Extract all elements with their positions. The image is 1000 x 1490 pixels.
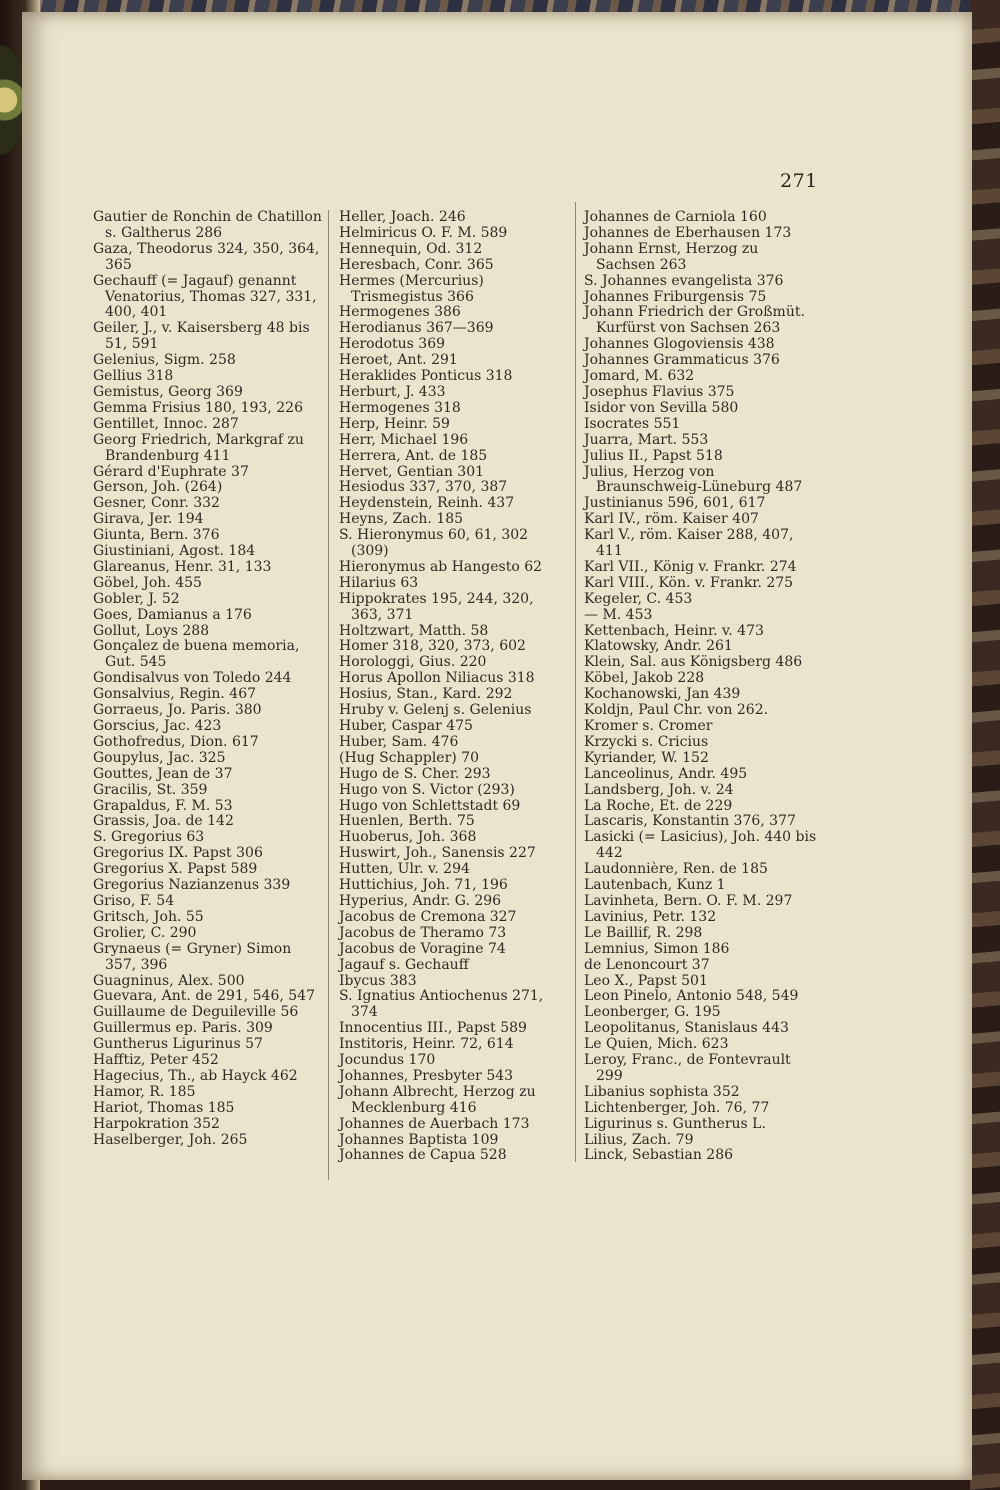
index-entry: Innocentius III., Papst 589 xyxy=(339,1020,527,1037)
index-entry: Gracilis, St. 359 xyxy=(93,781,208,798)
index-entry: Le Quien, Mich. 623 xyxy=(584,1036,729,1053)
index-entry: Heller, Joach. 246 xyxy=(339,209,466,225)
index-entry: Kegeler, C. 453 xyxy=(584,590,693,607)
index-entry: Lichtenberger, Joh. 76, 77 xyxy=(584,1099,770,1116)
index-entry: Gollut, Loys 288 xyxy=(93,622,210,639)
index-entry: Hafftiz, Peter 452 xyxy=(93,1052,219,1069)
index-entry: Johann Albrecht, Herzog zu Mecklenburg 416 xyxy=(339,1083,536,1116)
index-entry: Jocundus 170 xyxy=(339,1052,436,1069)
index-entry: Kochanowski, Jan 439 xyxy=(584,686,741,703)
index-entry: Guevara, Ant. de 291, 546, 547 xyxy=(93,988,315,1005)
index-entry: Hermogenes 386 xyxy=(339,304,461,321)
index-entry: Leon Pinelo, Antonio 548, 549 xyxy=(584,988,799,1005)
index-entry: Gemistus, Georg 369 xyxy=(93,383,243,400)
index-entry: Hilarius 63 xyxy=(339,574,419,591)
index-entry: Herr, Michael 196 xyxy=(339,431,469,448)
index-entry: Isocrates 551 xyxy=(584,415,681,432)
index-entry: Kettenbach, Heinr. v. 473 xyxy=(584,622,764,639)
index-entry: Haselberger, Joh. 265 xyxy=(93,1131,248,1148)
index-entry: Gautier de Ronchin de Chatillon s. Galtherus 286 xyxy=(93,209,322,241)
index-entry: Hugo de S. Cher. 293 xyxy=(339,765,491,782)
index-entry: Hosius, Stan., Kard. 292 xyxy=(339,686,513,703)
index-entry: Heydenstein, Reinh. 437 xyxy=(339,495,515,512)
index-column-1 xyxy=(93,210,325,1148)
index-entry: Lascaris, Konstantin 376, 377 xyxy=(584,813,796,830)
index-entry: Hamor, R. 185 xyxy=(93,1083,196,1100)
index-entry: Johannes Friburgensis 75 xyxy=(584,288,767,305)
index-entry: Horus Apollon Niliacus 318 xyxy=(339,670,535,687)
index-entry: Gentillet, Innoc. 287 xyxy=(93,415,239,432)
index-entry: Gouttes, Jean de 37 xyxy=(93,765,233,782)
index-entry: Guillermus ep. Paris. 309 xyxy=(93,1020,273,1037)
index-entry: Gerson, Joh. (264) xyxy=(93,479,223,496)
index-entry: Hermogenes 318 xyxy=(339,399,461,416)
index-entry: Karl VII., König v. Frankr. 274 xyxy=(584,558,797,575)
index-entry: Guillaume de Deguileville 56 xyxy=(93,1004,299,1021)
index-entry: Gobler, J. 52 xyxy=(93,590,180,607)
index-entry: Johannes Baptista 109 xyxy=(339,1131,499,1148)
index-entry: Karl VIII., Kön. v. Frankr. 275 xyxy=(584,574,794,591)
index-entry: Lemnius, Simon 186 xyxy=(584,940,730,957)
index-entry: Herburt, J. 433 xyxy=(339,383,446,400)
index-entry: Grassis, Joa. de 142 xyxy=(93,813,234,830)
index-entry: Leopolitanus, Stanislaus 443 xyxy=(584,1020,789,1037)
index-entry: Johannes de Carniola 160 xyxy=(584,209,767,225)
index-entry: Le Baillif, R. 298 xyxy=(584,924,703,941)
index-entry: Landsberg, Joh. v. 24 xyxy=(584,781,734,798)
index-entry: Lavinheta, Bern. O. F. M. 297 xyxy=(584,892,793,909)
index-entry: Leroy, Franc., de Fontevrault 299 xyxy=(584,1052,791,1084)
index-entry: Harpokration 352 xyxy=(93,1115,220,1132)
index-entry: Gemma Frisius 180, 193, 226 xyxy=(93,399,303,416)
index-entry: Goupylus, Jac. 325 xyxy=(93,749,226,766)
index-entry: Heresbach, Conr. 365 xyxy=(339,256,494,273)
index-entry: Johann Friedrich der Großmüt. Kurfürst von Sachsen 263 xyxy=(584,304,805,337)
index-entry: Geiler, J., v. Kaisersberg 48 bis 51, 591 xyxy=(93,320,310,353)
index-entry: Johannes de Eberhausen 173 xyxy=(584,224,792,241)
index-entry: Herp, Heinr. 59 xyxy=(339,415,450,432)
index-entry: Jagauf s. Gechauff xyxy=(339,956,469,973)
index-entry: Karl IV., röm. Kaiser 407 xyxy=(584,511,759,528)
index-entry: La Roche, Et. de 229 xyxy=(584,797,733,814)
index-entry: S. Ignatius Antiochenus 271, 374 xyxy=(339,988,544,1021)
index-entry: Julius, Herzog von Braunschweig-Lüneburg 487 xyxy=(584,463,803,496)
index-entry: Girava, Jer. 194 xyxy=(93,511,204,528)
index-entry: Linck, Sebastian 286 xyxy=(584,1147,734,1164)
index-entry: (Hug Schappler) 70 xyxy=(339,749,479,766)
index-entry: Institoris, Heinr. 72, 614 xyxy=(339,1036,514,1053)
index-entry: Gellius 318 xyxy=(93,368,174,385)
index-entry: Kromer s. Cromer xyxy=(584,718,713,734)
index-entry: Köbel, Jakob 228 xyxy=(584,670,705,687)
index-entry: — M. 453 xyxy=(584,606,653,623)
index-entry: Gregorius Nazianzenus 339 xyxy=(93,877,291,894)
index-column-2 xyxy=(339,210,565,1164)
index-entry: Grapaldus, F. M. 53 xyxy=(93,797,233,814)
index-entry: Huber, Sam. 476 xyxy=(339,733,459,750)
index-entry: S. Gregorius 63 xyxy=(93,829,205,846)
index-entry: Hervet, Gentian 301 xyxy=(339,463,485,480)
column-divider xyxy=(328,210,329,1180)
index-entry: Karl V., röm. Kaiser 288, 407, 411 xyxy=(584,527,794,560)
index-entry: Herodianus 367—369 xyxy=(339,320,494,337)
index-entry: Grynaeus (= Gryner) Simon 357, 396 xyxy=(93,940,292,973)
index-column-3 xyxy=(584,210,818,1164)
index-entry: Hagecius, Th., ab Hayck 462 xyxy=(93,1067,298,1084)
index-entry: Lavinius, Petr. 132 xyxy=(584,908,717,925)
index-entry: Heroet, Ant. 291 xyxy=(339,352,458,369)
index-entry: Laudonnière, Ren. de 185 xyxy=(584,861,768,878)
page-number: 271 xyxy=(780,170,818,192)
index-entry: Gothofredus, Dion. 617 xyxy=(93,733,259,750)
index-entry: Hyperius, Andr. G. 296 xyxy=(339,892,502,909)
index-entry: Hugo von S. Victor (293) xyxy=(339,781,515,798)
index-entry: Gorraeus, Jo. Paris. 380 xyxy=(93,702,262,719)
index-entry: Johannes de Capua 528 xyxy=(339,1147,507,1164)
index-entry: Lasicki (= Lasicius), Joh. 440 bis 442 xyxy=(584,829,817,862)
index-entry: Klatowsky, Andr. 261 xyxy=(584,638,733,655)
index-entry: Gregorius IX. Papst 306 xyxy=(93,845,263,862)
index-entry: Koldjn, Paul Chr. von 262. xyxy=(584,702,769,719)
index-entry: Grolier, C. 290 xyxy=(93,924,197,941)
index-entry: Jacobus de Cremona 327 xyxy=(339,908,517,925)
index-entry: S. Johannes evangelista 376 xyxy=(584,272,784,289)
index-entry: Guntherus Ligurinus 57 xyxy=(93,1036,263,1053)
index-entry: Johannes Grammaticus 376 xyxy=(584,352,780,369)
index-entry: Gaza, Theodorus 324, 350, 364, 365 xyxy=(93,240,320,273)
index-entry: Gesner, Conr. 332 xyxy=(93,495,220,512)
index-entry: Gregorius X. Papst 589 xyxy=(93,861,258,878)
index-entry: Giustiniani, Agost. 184 xyxy=(93,543,256,560)
index-entry: Krzycki s. Cricius xyxy=(584,733,709,750)
index-entry: Gondisalvus von Toledo 244 xyxy=(93,670,292,687)
index-entry: Julius II., Papst 518 xyxy=(584,447,723,464)
index-entry: Jacobus de Voragine 74 xyxy=(339,940,506,957)
index-entry: Guagninus, Alex. 500 xyxy=(93,972,245,989)
index-entry: Huswirt, Joh., Sanensis 227 xyxy=(339,845,536,862)
index-entry: Huoberus, Joh. 368 xyxy=(339,829,477,846)
index-entry: Justinianus 596, 601, 617 xyxy=(584,495,766,512)
book-cover-edge xyxy=(970,0,1000,1490)
index-entry: Heyns, Zach. 185 xyxy=(339,511,464,528)
index-entry: Huttichius, Joh. 71, 196 xyxy=(339,877,508,894)
index-entry: Hieronymus ab Hangesto 62 xyxy=(339,558,543,575)
index-entry: Georg Friedrich, Markgraf zu Brandenburg 411 xyxy=(93,431,304,464)
index-entry: Lanceolinus, Andr. 495 xyxy=(584,765,748,782)
index-entry: Hutten, Ulr. v. 294 xyxy=(339,861,470,878)
index-entry: Hesiodus 337, 370, 387 xyxy=(339,479,508,496)
index-entry: Hermes (Mercurius) Trismegistus 366 xyxy=(339,272,484,305)
index-entry: Griso, F. 54 xyxy=(93,892,175,909)
index-entry: Heraklides Ponticus 318 xyxy=(339,368,513,385)
column-divider xyxy=(575,202,576,1162)
index-entry: Gonsalvius, Regin. 467 xyxy=(93,686,257,703)
index-entry: Huber, Caspar 475 xyxy=(339,718,473,734)
index-entry: Libanius sophista 352 xyxy=(584,1083,740,1100)
index-entry: Gérard d'Euphrate 37 xyxy=(93,463,249,480)
index-entry: Jomard, M. 632 xyxy=(584,368,695,385)
index-entry: Gritsch, Joh. 55 xyxy=(93,908,204,925)
index-entry: Hugo von Schlettstadt 69 xyxy=(339,797,521,814)
index-entry: Johannes de Auerbach 173 xyxy=(339,1115,530,1132)
index-entry: Jacobus de Theramo 73 xyxy=(339,924,507,941)
book-page xyxy=(22,12,972,1480)
index-entry: Josephus Flavius 375 xyxy=(584,383,735,400)
index-entry: Hariot, Thomas 185 xyxy=(93,1099,235,1116)
index-entry: Glareanus, Henr. 31, 133 xyxy=(93,558,272,575)
index-entry: Hippokrates 195, 244, 320, 363, 371 xyxy=(339,590,534,623)
index-entry: Kyriander, W. 152 xyxy=(584,749,709,766)
index-entry: Juarra, Mart. 553 xyxy=(584,431,709,448)
index-entry: Ibycus 383 xyxy=(339,972,417,989)
index-entry: Gorscius, Jac. 423 xyxy=(93,718,222,734)
index-entry: Gelenius, Sigm. 258 xyxy=(93,352,236,369)
index-entry: Lautenbach, Kunz 1 xyxy=(584,877,726,894)
index-entry: Leo X., Papst 501 xyxy=(584,972,708,989)
index-entry: Gonçalez de buena memoria, Gut. 545 xyxy=(93,638,300,671)
index-entry: Klein, Sal. aus Königsberg 486 xyxy=(584,654,803,671)
index-entry: S. Hieronymus 60, 61, 302 (309) xyxy=(339,527,529,560)
index-entry: Göbel, Joh. 455 xyxy=(93,574,202,591)
index-entry: Helmiricus O. F. M. 589 xyxy=(339,224,508,241)
index-entry: Horologgi, Gius. 220 xyxy=(339,654,487,671)
index-entry: Gechauff (= Jagauf) genannt Venatorius, Thomas 327, 331, 400, 401 xyxy=(93,272,317,321)
index-entry: Herodotus 369 xyxy=(339,336,446,353)
index-entry: Holtzwart, Matth. 58 xyxy=(339,622,489,639)
index-entry: Herrera, Ant. de 185 xyxy=(339,447,488,464)
index-entry: Hennequin, Od. 312 xyxy=(339,240,483,257)
index-entry: Ligurinus s. Guntherus L. xyxy=(584,1115,766,1132)
index-entry: Homer 318, 320, 373, 602 xyxy=(339,638,526,655)
index-entry: Johannes, Presbyter 543 xyxy=(339,1067,514,1084)
index-entry: Goes, Damianus a 176 xyxy=(93,606,252,623)
index-entry: Hruby v. Gelenj s. Gelenius xyxy=(339,702,532,719)
index-entry: Isidor von Sevilla 580 xyxy=(584,399,739,416)
index-entry: Johannes Glogoviensis 438 xyxy=(584,336,775,353)
index-entry: de Lenoncourt 37 xyxy=(584,956,710,973)
index-entry: Johann Ernst, Herzog zu Sachsen 263 xyxy=(584,240,759,273)
index-entry: Huenlen, Berth. 75 xyxy=(339,813,475,830)
index-entry: Lilius, Zach. 79 xyxy=(584,1131,694,1148)
index-entry: Leonberger, G. 195 xyxy=(584,1004,721,1021)
index-entry: Giunta, Bern. 376 xyxy=(93,527,220,544)
